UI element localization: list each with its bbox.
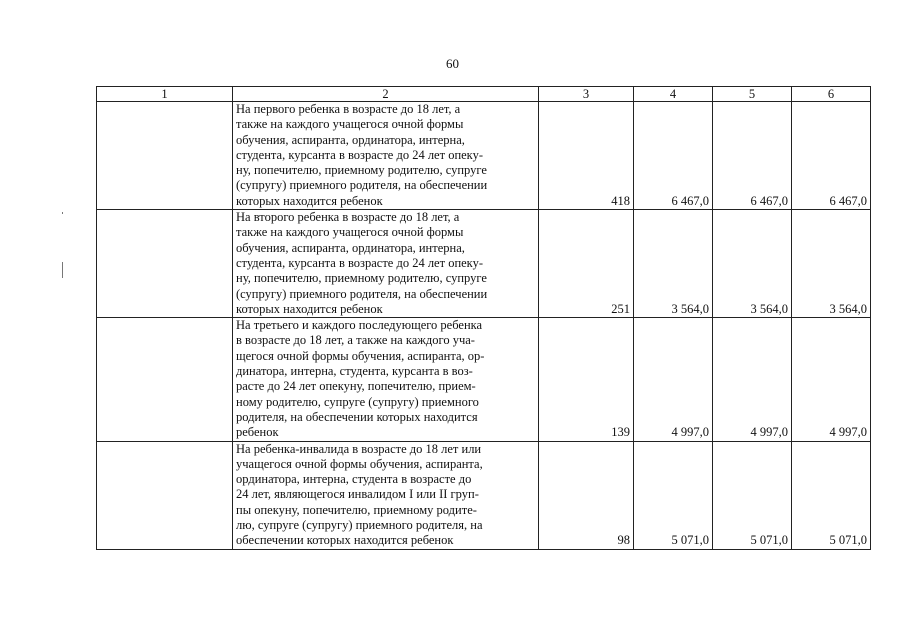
row-value-col5: 4 997,0 bbox=[713, 318, 792, 441]
margin-tick-mark bbox=[62, 262, 63, 278]
table-row bbox=[97, 318, 871, 441]
row-value-col4: 5 071,0 bbox=[634, 441, 713, 549]
row-value-col3: 418 bbox=[539, 102, 634, 210]
table-row bbox=[97, 441, 871, 549]
row-description: На второго ребенка в возрасте до 18 лет, а также на каждого учащегося очной формы обучения, аспиранта, ординатора, интерна, студента, курсанта в возрасте до 24 лет опеку- ну, попечителю, приемному родителю, супруге (супругу) приемного родителя, на обеспечении которых находится ребенок bbox=[233, 210, 539, 318]
row-value-col5: 6 467,0 bbox=[713, 102, 792, 210]
page-number: 60 bbox=[446, 56, 459, 71]
row-value-col3: 98 bbox=[539, 441, 634, 549]
row-description: На третьего и каждого последующего ребенка в возрасте до 18 лет, а также на каждого уча- щегося очной формы обучения, аспиранта, ор- динатора, интерна, студента, курсанта в воз- расте до 24 лет опекуну, попечителю, прием- ному родителю, супруге (супругу) приемного родителя, на обеспечении которых находится ребенок bbox=[233, 318, 539, 441]
table-row bbox=[97, 210, 871, 318]
data-table bbox=[96, 86, 871, 550]
row-value-col4: 6 467,0 bbox=[634, 102, 713, 210]
row-code-cell bbox=[97, 441, 233, 549]
row-value-col6: 6 467,0 bbox=[792, 102, 871, 210]
table-row bbox=[97, 102, 871, 210]
column-header: 1 bbox=[97, 87, 233, 102]
row-code-cell bbox=[97, 102, 233, 210]
column-header: 6 bbox=[792, 87, 871, 102]
row-description: На ребенка-инвалида в возрасте до 18 лет или учащегося очной формы обучения, аспиранта, ординатора, интерна, студента в возрасте до 24 лет, являющегося инвалидом I или II груп- пы опекуну, попечителю, приемному родите- лю, супруге (супругу) приемного родителя, на обеспечении которых находится ребенок bbox=[233, 441, 539, 549]
row-value-col5: 5 071,0 bbox=[713, 441, 792, 549]
row-value-col4: 3 564,0 bbox=[634, 210, 713, 318]
row-value-col6: 4 997,0 bbox=[792, 318, 871, 441]
row-value-col6: 5 071,0 bbox=[792, 441, 871, 549]
row-value-col3: 251 bbox=[539, 210, 634, 318]
row-value-col3: 139 bbox=[539, 318, 634, 441]
table-header-row bbox=[97, 87, 871, 102]
row-value-col4: 4 997,0 bbox=[634, 318, 713, 441]
row-code-cell bbox=[97, 210, 233, 318]
column-header: 2 bbox=[233, 87, 539, 102]
margin-tick-mark bbox=[62, 212, 63, 214]
column-header: 3 bbox=[539, 87, 634, 102]
column-header: 5 bbox=[713, 87, 792, 102]
row-code-cell bbox=[97, 318, 233, 441]
row-value-col5: 3 564,0 bbox=[713, 210, 792, 318]
column-header: 4 bbox=[634, 87, 713, 102]
row-description: На первого ребенка в возрасте до 18 лет, а также на каждого учащегося очной формы обучения, аспиранта, ординатора, интерна, студента, курсанта в возрасте до 24 лет опеку- ну, попечителю, приемному родителю, супруге (супругу) приемного родителя, на обеспечении которых находится ребенок bbox=[233, 102, 539, 210]
row-value-col6: 3 564,0 bbox=[792, 210, 871, 318]
